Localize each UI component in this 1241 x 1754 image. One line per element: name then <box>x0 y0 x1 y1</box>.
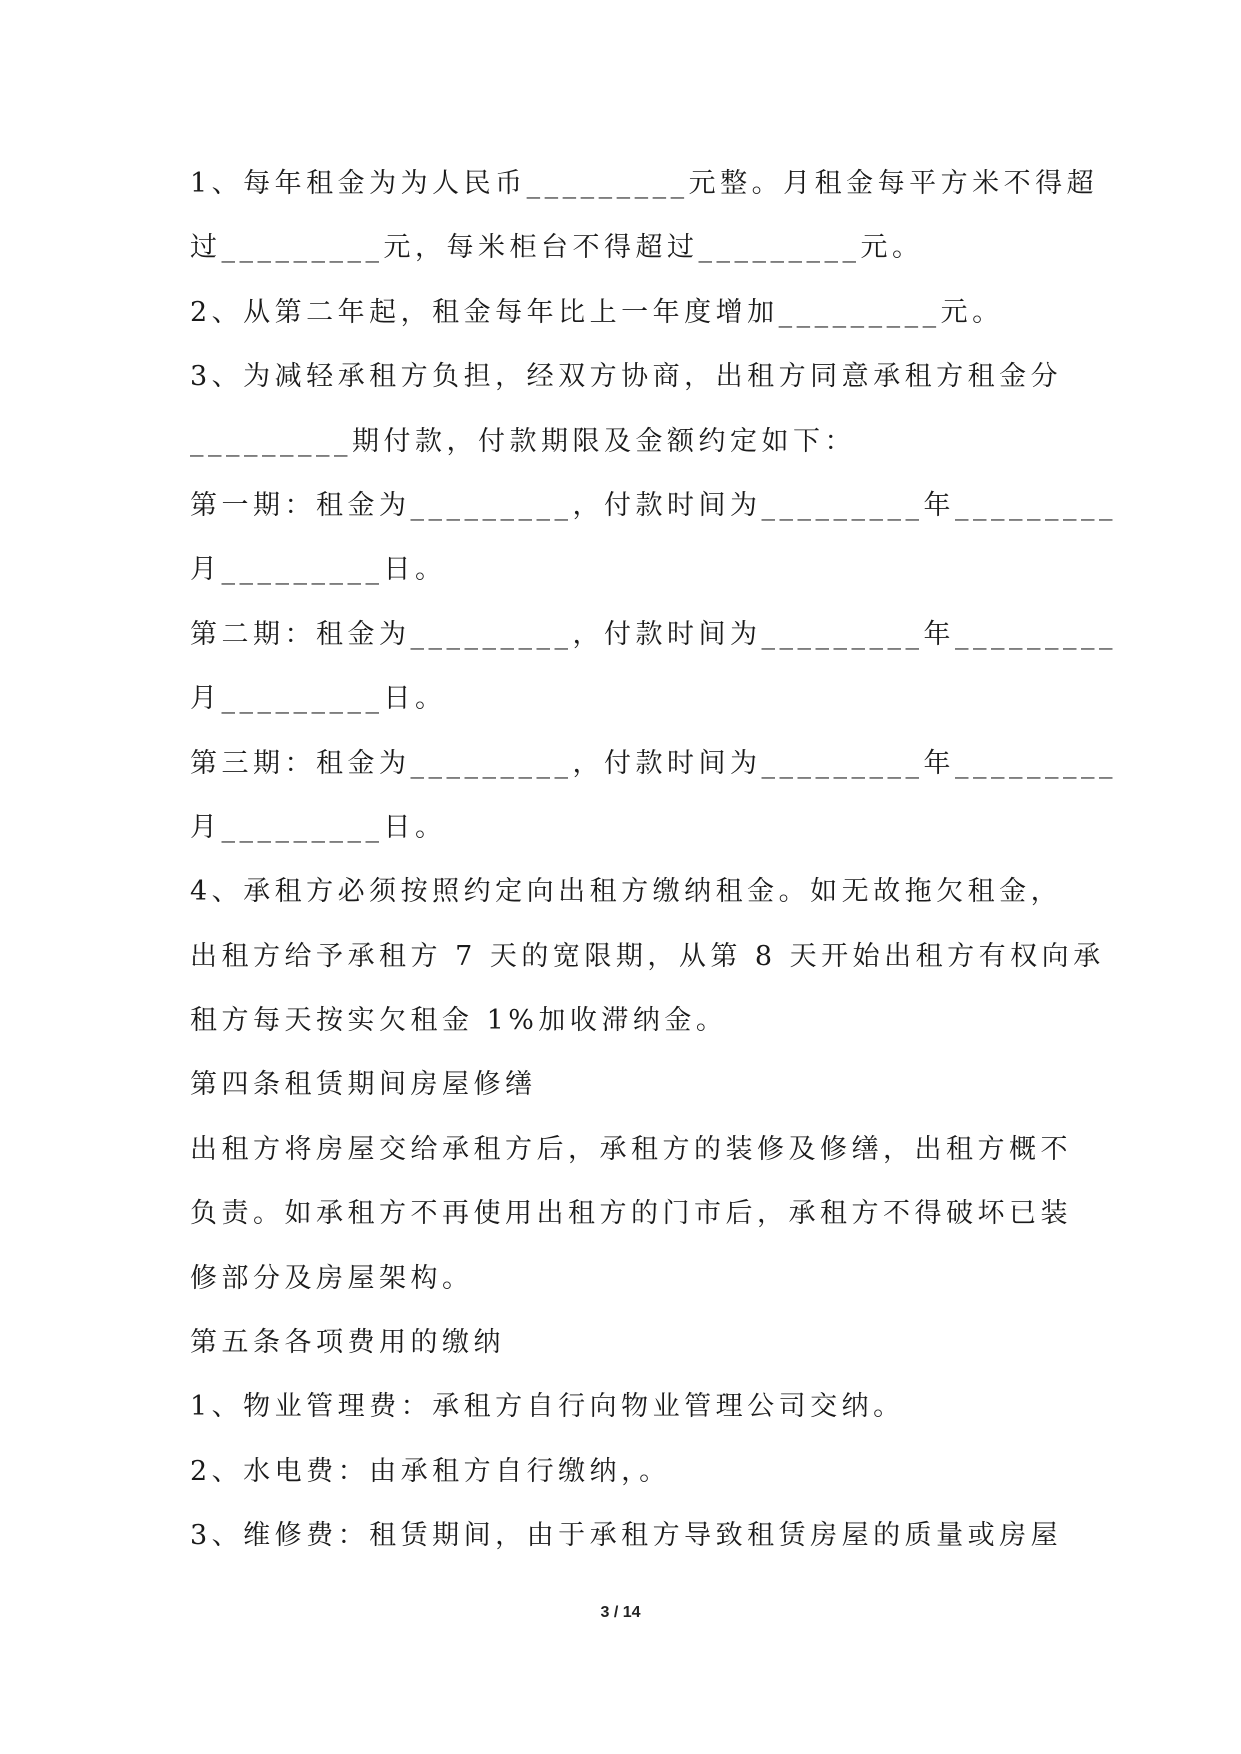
text-line: 租方每天按实欠租金 1%加收滞纳金。 <box>190 1005 728 1037</box>
text-line: 第三期：租金为_________，付款时间为_________年_________ <box>190 747 1117 779</box>
text-line: 月_________日。 <box>190 811 447 843</box>
text-line: 2、水电费：由承租方自行缴纳，。 <box>190 1455 671 1487</box>
text-line: 第一期：租金为_________，付款时间为_________年_________ <box>190 489 1117 521</box>
section-heading: 第五条各项费用的缴纳 <box>190 1327 505 1359</box>
text-line: 过_________元，每米柜台不得超过_________元。 <box>190 232 924 264</box>
text-line: 4、承租方必须按照约定向出租方缴纳租金。如无故拖欠租金， <box>190 876 1063 908</box>
text-line: 2、从第二年起，租金每年比上一年度增加_________元。 <box>190 296 1004 328</box>
text-line: 负责。如承租方不再使用出租方的门市后，承租方不得破坏已装 <box>190 1198 1072 1230</box>
text-line: 修部分及房屋架构。 <box>190 1262 474 1294</box>
text-line: 1、物业管理费：承租方自行向物业管理公司交纳。 <box>190 1391 905 1423</box>
text-line: 第二期：租金为_________，付款时间为_________年_________ <box>190 618 1117 650</box>
text-line: 出租方将房屋交给承租方后，承租方的装修及修缮，出租方概不 <box>190 1133 1072 1165</box>
text-line: _________期付款，付款期限及金额约定如下： <box>190 425 856 457</box>
text-line: 月_________日。 <box>190 683 447 715</box>
text-line: 月_________日。 <box>190 554 447 586</box>
page-number: 3 / 14 <box>600 1604 641 1621</box>
text-line: 3、维修费：租赁期间，由于承租方导致租赁房屋的质量或房屋 <box>190 1520 1063 1552</box>
text-line: 出租方给予承租方 7 天的宽限期，从第 8 天开始出租方有权向承 <box>190 940 1105 972</box>
document-body <box>190 152 1117 1569</box>
text-line: 1、每年租金为为人民币_________元整。月租金每平方米不得超 <box>190 168 1099 199</box>
section-heading: 第四条租赁期间房屋修缮 <box>190 1069 537 1101</box>
text-line: 3、为减轻承租方负担，经双方协商，出租方同意承租方租金分 <box>190 361 1063 393</box>
